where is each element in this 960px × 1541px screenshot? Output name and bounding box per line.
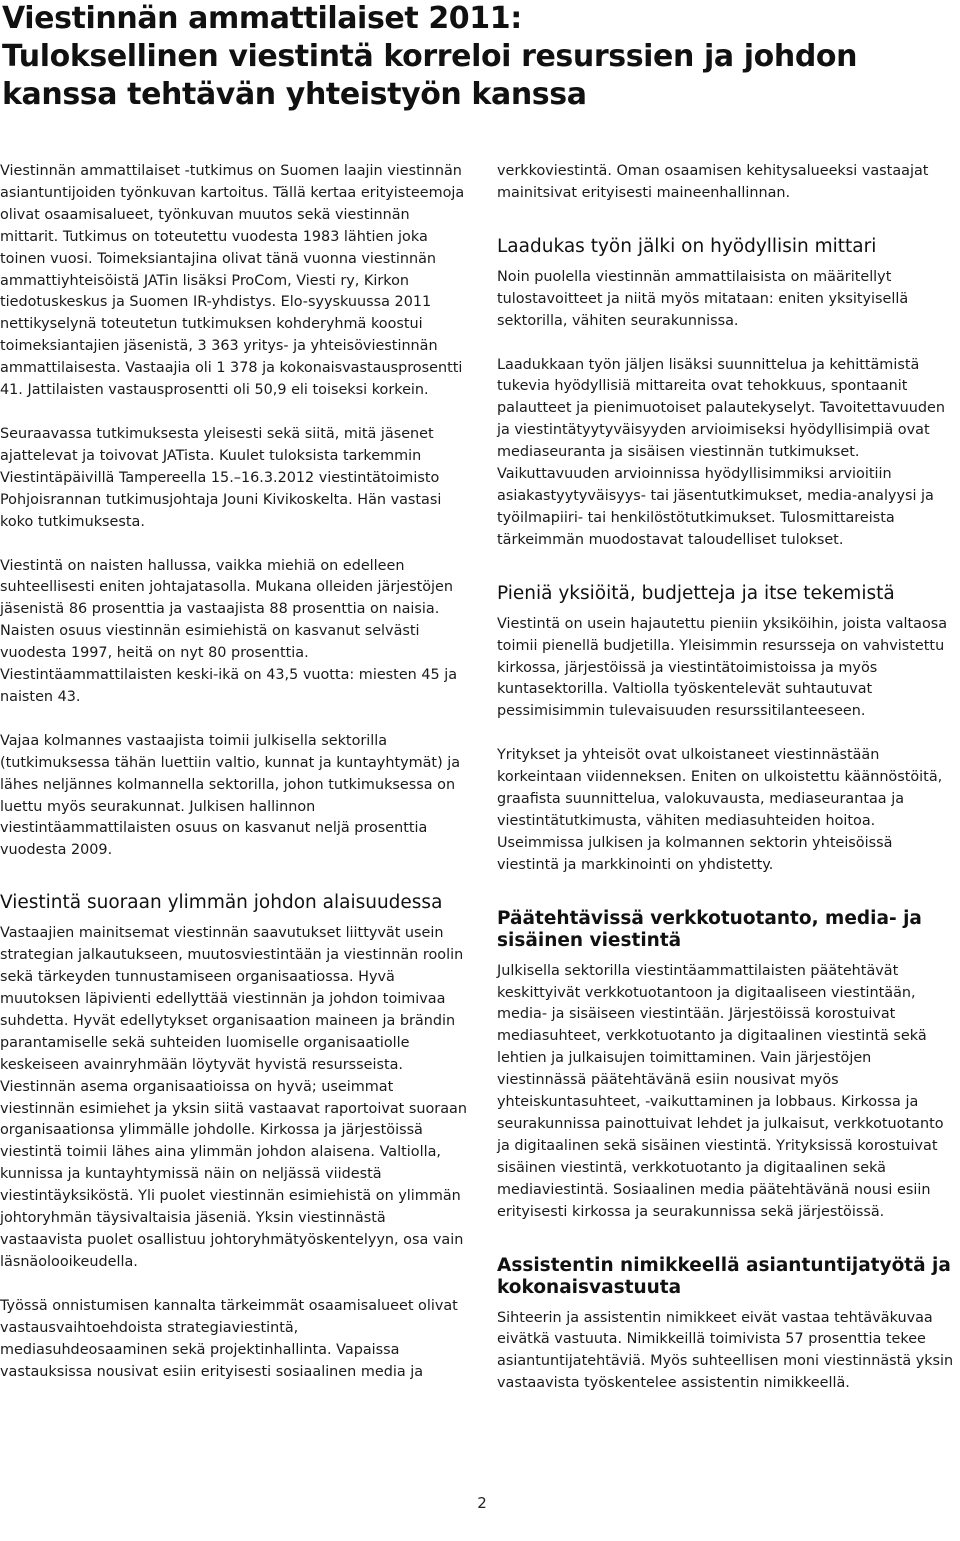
- section-heading: Assistentin nimikkeellä asiantuntijatyötä ja kokonaisvastuuta: [497, 1254, 951, 1298]
- right-column: [497, 161, 957, 1395]
- section-heading: Päätehtävissä verkkotuotanto, media- ja sisäinen viestintä: [497, 907, 922, 951]
- paragraph: Viestintä on usein hajautettu pieniin yksiköihin, joista valtaosa toimii pienellä budjetilla. Yleisimmin resursseja on vahvistettu kirkossa, järjestöissä ja viestintätoimistoissa ja myös kuntasektorilla. Valtiolla työskentelevät suhtautuvat pessimisimmin tulevaisuuden resurssitilanteeseen.: [497, 615, 948, 720]
- paragraph: verkkoviestintä. Oman osaamisen kehitysalueeksi vastaajat mainitsivat erityisesti maineenhallinnan.: [497, 163, 929, 201]
- title-line-2: Tuloksellinen viestintä korreloi resurssien ja johdon: [2, 39, 858, 74]
- article-title: [2, 0, 952, 114]
- paragraph: Työssä onnistumisen kannalta tärkeimmät osaamisalueet olivat vastausvaihtoehdoista strategiaviestintä, mediasuhdeosaaminen sekä projektinhallinta. Vapaissa vastauksissa nousivat esiin erityisesti sosiaalinen media ja: [0, 1297, 458, 1380]
- paragraph: Julkisella sektorilla viestintäammattilaisten päätehtävät keskittyivät verkkotuotantoon ja digitaaliseen viestintään, media- ja sisäiseen viestintään. Järjestöissä korostuivat mediasuhteet, verkkotuotanto ja digitaalinen viestintä sekä lehtien ja julkaisujen toimittaminen. Vain järjestöjen viestinnässä päätehtävänä esiin nousivat myös yhteiskuntasuhteet, -vaikuttaminen ja lobbaus. Kirkossa ja seurakunnissa painottuivat lehdet ja julkaisut, verkkotuotanto ja digitaalinen sekä sisäinen viestintä. Yrityksissä korostuivat sisäinen viestintä, verkkotuotanto ja digitaalinen sekä mediaviestintä. Sosiaalinen media päätehtävänä nousi esiin erityisesti kirkossa ja seurakunnissa sekä järjestöissä.: [497, 962, 944, 1220]
- title-line-1: Viestinnän ammattilaiset 2011:: [2, 1, 522, 36]
- section-heading: Viestintä suoraan ylimmän johdon alaisuudessa: [0, 892, 443, 914]
- paragraph: Vastaajien mainitsemat viestinnän saavutukset liittyvät usein strategian jalkautukseen, muutosviestintään ja viestinnän roolin sekä tärkeyden tunnustamiseen organisaatiossa. Hyvä muutoksen läpivienti edellyttää viestinnän ja johdon toimivaa suhdetta. Hyvät edellytykset organisaation maineen ja brändin parantamiselle sekä suhteiden luomiselle organisaatiolle keskeiseen avainryhmään löytyvät hyvistä resursseista. Viestinnän asema organisaatioissa on hyvä; useimmat viestinnän esimiehet ja yksin siitä vastaavat raportoivat suoraan organisaationsa ylimmälle johdolle. Kirkossa ja järjestöissä viestintä toimii lähes aina ylimmän johdon alaisena. Valtiolla, kunnissa ja kuntayhtymissä näin on neljässä viidestä viestintäyksiköstä. Yli puolet viestinnän esimiehistä on ylimmän johtoryhmän täysivaltaisia jäseniä. Yksin viestinnästä vastaavista puolet osallistuu johtoryhmätyöskentelyyn, osa vain läsnäolooikeudella.: [0, 925, 467, 1270]
- section-heading: Laadukas työn jälki on hyödyllisin mittari: [497, 235, 877, 257]
- paragraph: Noin puolella viestinnän ammattilaisista on määritellyt tulostavoitteet ja niitä myös mitataan: eniten yksityisellä sektorilla, vähiten seurakunnissa.: [497, 268, 909, 329]
- paragraph: Vajaa kolmannes vastaajista toimii julkisella sektorilla (tutkimuksessa tähän luettiin valtio, kunnat ja kuntayhtymät) ja lähes neljännes kolmannella sektorilla, johon tutkimuksessa on luettu myös seurakunnat. Julkisen hallinnon viestintäammattilaisten osuus on kasvanut neljä prosenttia vuodesta 2009.: [0, 732, 461, 859]
- title-line-3: kanssa tehtävän yhteistyön kanssa: [2, 77, 587, 112]
- intro-paragraph: Viestinnän ammattilaiset -tutkimus on Suomen laajin viestinnän asiantuntijoiden työnkuvan kartoitus. Tällä kertaa erityisteemoja olivat osaamisalueet, työnkuvan muutos sekä viestinnän mittarit. Tutkimus on toteutettu vuodesta 1983 lähtien joka toinen vuosi. Toimeksiantajina olivat tänä vuonna viestinnän ammattiyhteisöistä JATin lisäksi ProCom, Viesti ry, Kirkon tiedotuskeskus ja Suomen IR-yhdistys. Elo-syyskuussa 2011 nettikyselynä toteutetun tutkimuksen kohderyhmä koostui toimeksiantajien jäsenistä, 3 363 yritys- ja yhteisöviestinnän ammattilaisesta. Vastaajia oli 1 378 ja kokonaisvastausprosentti 41. Jattilaisten vastausprosentti oli 50,9 eli toiseksi korkein.: [0, 163, 465, 399]
- paragraph: Viestintä on naisten hallussa, vaikka miehiä on edelleen suhteellisesti eniten johtajatasolla. Mukana olleiden järjestöjen jäsenistä 86 prosenttia ja vastaajista 88 prosenttia on naisia. Naisten osuus viestinnän esimiehistä on kasvanut selvästi vuodesta 1997, heitä on nyt 80 prosenttia. Viestintäammattilaisten keski-ikä on 43,5 vuotta: miesten 45 ja naisten 43.: [0, 557, 458, 705]
- paragraph: Sihteerin ja assistentin nimikkeet eivät vastaa tehtäväkuvaa eivätkä vastuuta. Nimikkeillä toimivista 57 prosenttia tekee asiantuntijatehtäviä. Myös suhteellisen moni viestinnästä yksin vastaavista työskentelee assistentin nimikkeellä.: [497, 1309, 954, 1392]
- page-number: 2: [477, 1494, 487, 1512]
- paragraph: Yritykset ja yhteisöt ovat ulkoistaneet viestinnästään korkeintaan viidenneksen. Eniten on ulkoistettu käännöstöitä, graafista suunnittelua, valokuvausta, mediaseurantaa ja viestintätutkimusta, vähiten mediasuhteiden hoitoa. Useimmissa julkisen ja kolmannen sektorin yhteisöissä viestintä ja markkinointi on yhdistetty.: [497, 747, 943, 873]
- paragraph: Laadukkaan työn jäljen lisäksi suunnittelua ja kehittämistä tukevia hyödyllisiä mittareita ovat tehokkuus, spontaanit palautteet ja pienimuotoiset palautekyselyt. Tavoitettavuuden ja viestintätyytyväisyyden arvioimiseksi hyödyllisimpiä ovat mediaseuranta ja sisäisen viestinnän tutkimukset. Vaikuttavuuden arvioinnissa hyödyllisimmiksi arvioitiin asiakastyytyväisyys- tai jäsentutkimukset, media-analyysi ja työilmapiiri- tai henkilöstötutkimukset. Tulosmittareista tärkeimmän muodostavat taloudelliset tulokset.: [497, 356, 945, 548]
- left-column: [0, 161, 468, 1383]
- section-heading: Pieniä yksiöitä, budjetteja ja itse tekemistä: [497, 582, 895, 604]
- paragraph: Seuraavassa tutkimuksesta yleisesti sekä siitä, mitä jäsenet ajattelevat ja toivovat JATista. Kuulet tuloksista tarkemmin Viestintäpäivillä Tampereella 15.–16.3.2012 viestintätoimisto Pohjoisrannan tutkimusjohtaja Jouni Kivikoskelta. Hän vastasi koko tutkimuksesta.: [0, 425, 442, 530]
